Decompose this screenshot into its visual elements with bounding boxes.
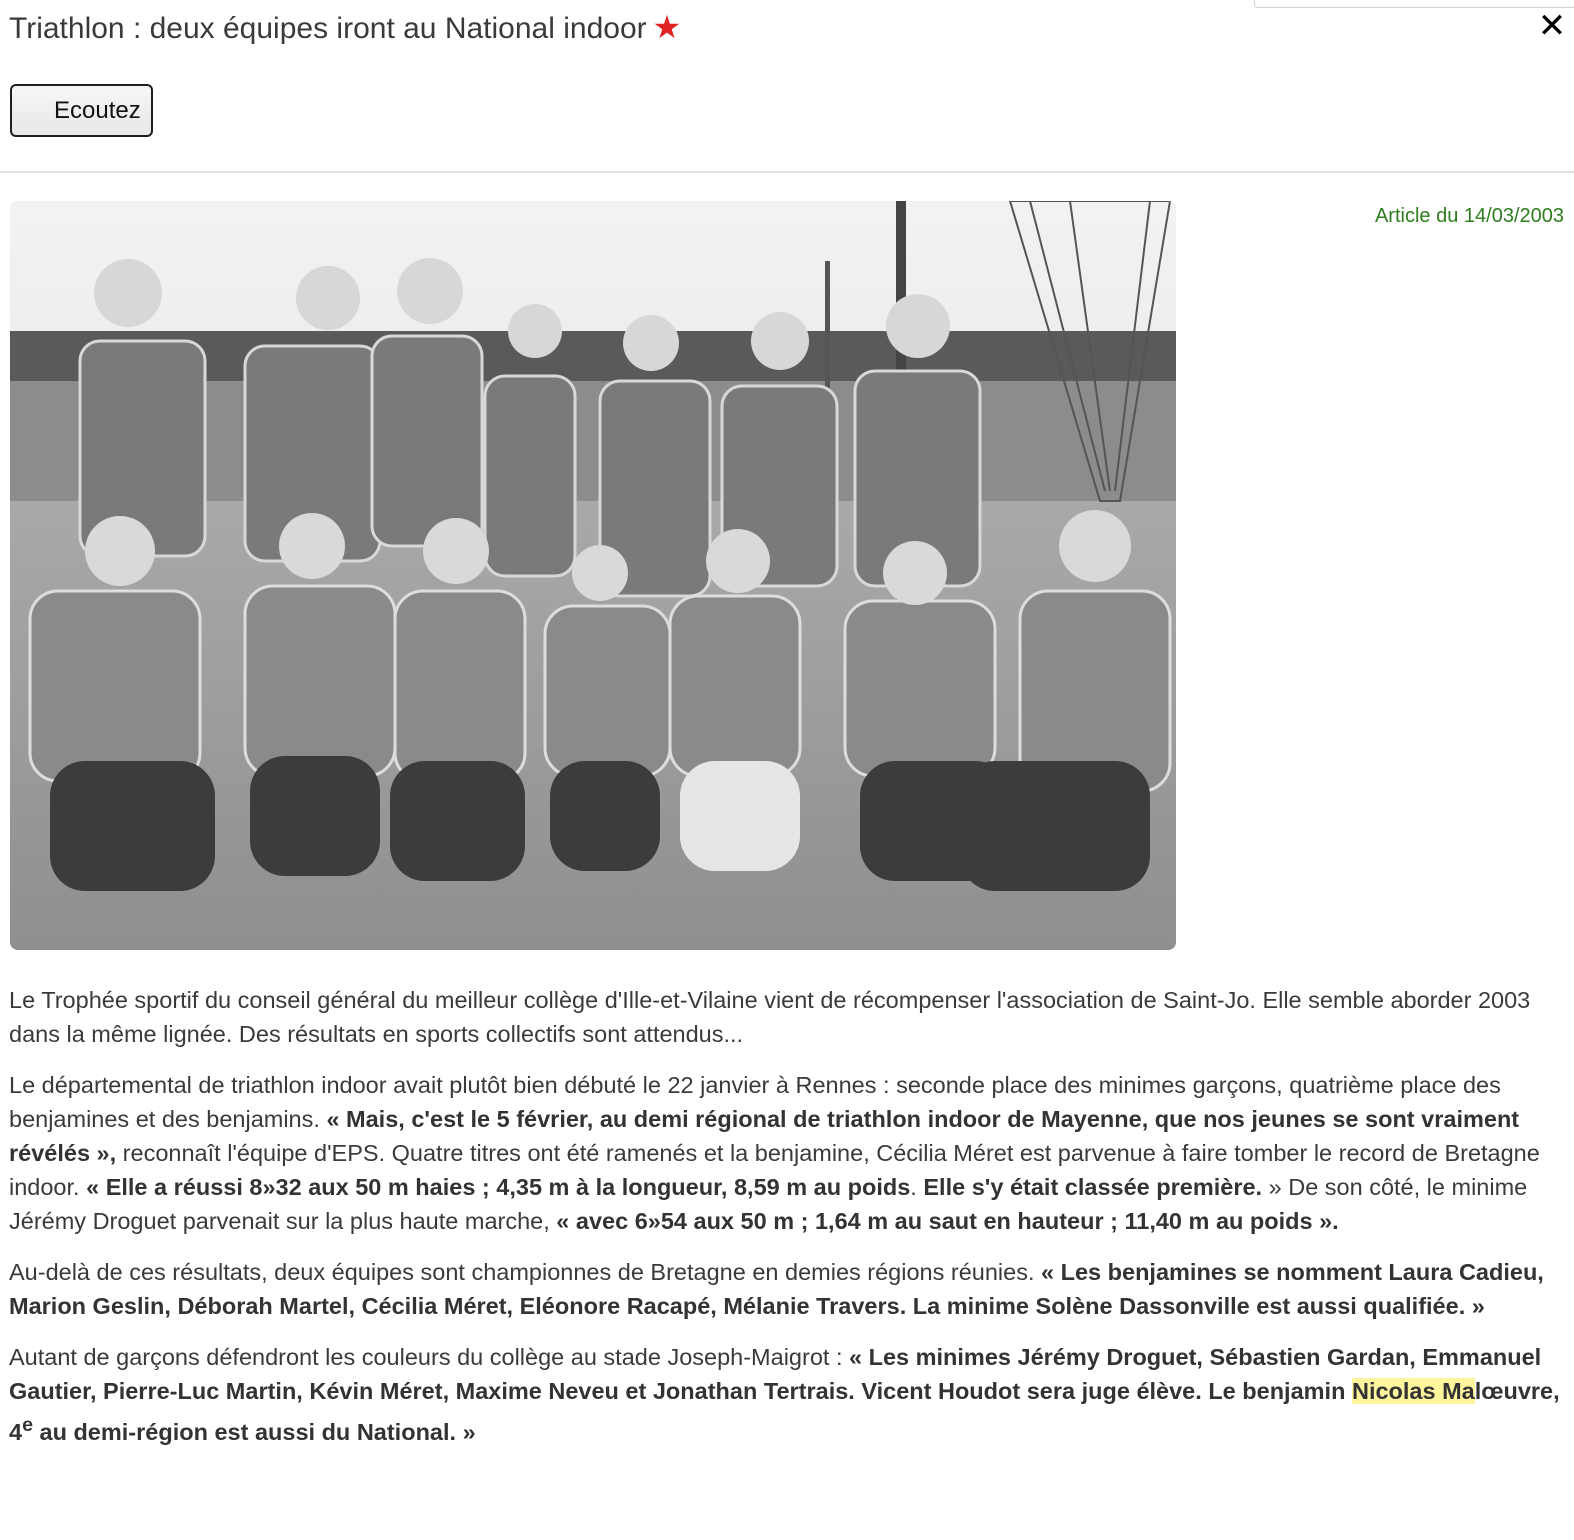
- header-divider: [0, 171, 1574, 173]
- listen-button[interactable]: Ecoutez: [10, 84, 153, 137]
- article-title: [9, 8, 681, 46]
- text-span: au demi-région est aussi du National. »: [32, 1418, 476, 1445]
- text-span: Autant de garçons défendront les couleurs du collège au stade Joseph-Maigrot :: [9, 1344, 849, 1370]
- superscript: e: [22, 1414, 33, 1436]
- quote-bold: « Mais, c'est le 5 février, au demi régional de triathlon indoor de Mayenne, que nos jeunes se sont vraiment révélés »,: [9, 1106, 1520, 1166]
- star-icon[interactable]: ★: [652, 9, 682, 45]
- text-span: lœuvre, 4: [9, 1378, 1560, 1445]
- text-span: Le départemental de triathlon indoor avait plutôt bien débuté le 22 janvier à Rennes : seconde place des minimes garçons, quatrième place des benjamines et des benjamins.: [9, 1072, 1501, 1132]
- close-icon[interactable]: ✕: [1537, 7, 1567, 45]
- text-span: Au-delà de ces résultats, deux équipes sont championnes de Bretagne en demies régions réunies.: [9, 1259, 1042, 1285]
- quote-bold: « Les benjamines se nomment Laura Cadieu, Marion Geslin, Déborah Martel, Cécilia Méret, Eléonore Racapé, Mélanie Travers. La minime Solène Dassonville est aussi qualifiée. »: [9, 1259, 1544, 1319]
- article-date: Article du 14/03/2003: [1374, 205, 1564, 227]
- quote-bold: « Elle a réussi 8»32 aux 50 m haies ; 4,35 m à la longueur, 8,59 m au poids: [86, 1174, 911, 1200]
- paragraph-1: Le Trophée sportif du conseil général du meilleur collège d'Ille-et-Vilaine vient de récompenser l'association de Saint-Jo. Elle semble aborder 2003 dans la même lignée. Des résultats en sports collectifs sont attendus...: [9, 987, 1531, 1047]
- search-highlight: Nicolas Ma: [1351, 1378, 1475, 1404]
- article-body: [9, 983, 1565, 1466]
- text-span: reconnaît l'équipe d'EPS. Quatre titres ont été ramenés et la benjamine, Cécilia Méret est parvenue à faire tomber le record de Bretagne indoor.: [9, 1140, 1540, 1200]
- article-title-text: Triathlon : deux équipes iront au National indoor: [9, 12, 647, 45]
- text-span: » De son côté, le minime Jérémy Droguet parvenait sur la plus haute marche,: [9, 1174, 1528, 1234]
- search-box-edge: [1254, 0, 1574, 8]
- text-span: .: [910, 1174, 924, 1200]
- group-photo-illustration: [10, 201, 1176, 950]
- paragraph-3: [9, 1255, 1565, 1323]
- quote-bold: Elle s'y était classée première.: [923, 1174, 1263, 1200]
- article-photo: [10, 201, 1176, 950]
- text-span: « Les minimes Jérémy Droguet, Sébastien Gardan, Emmanuel Gautier, Pierre-Luc Martin, Kévin Méret, Maxime Neveu et Jonathan Tertrais. Vicent Houdot sera juge élève. Le benjamin: [9, 1344, 1542, 1404]
- paragraph-2: [9, 1068, 1565, 1238]
- quote-bold: « avec 6»54 aux 50 m ; 1,64 m au saut en hauteur ; 11,40 m au poids ».: [556, 1208, 1339, 1234]
- paragraph-4: [9, 1340, 1565, 1449]
